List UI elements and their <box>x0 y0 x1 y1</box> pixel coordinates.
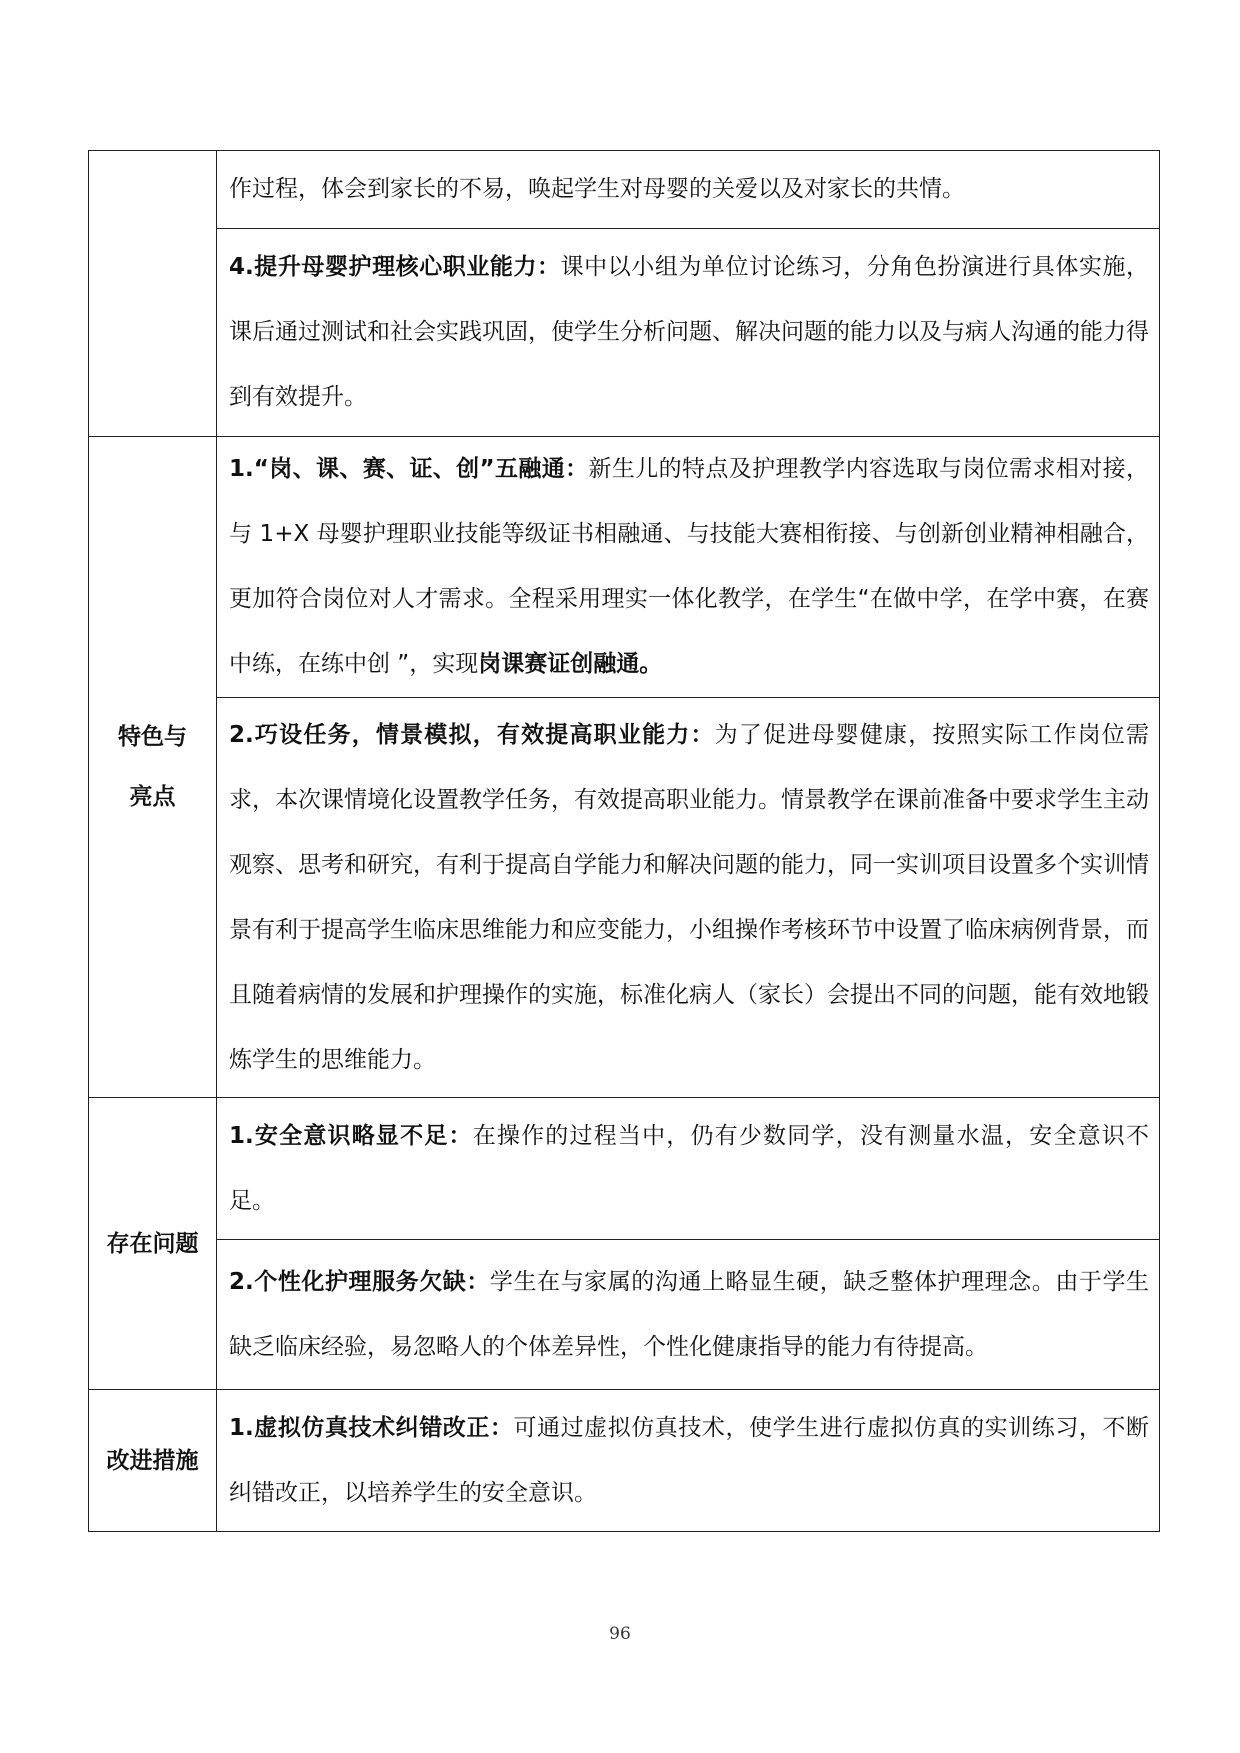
problem-2-row <box>89 1240 1160 1390</box>
feature-1-cell <box>217 437 1160 698</box>
feature-1-row <box>89 437 1160 698</box>
feature-2-row <box>89 698 1160 1098</box>
improvements-label: 改进措施 <box>106 1447 199 1474</box>
goal-4-heading: 4.提升母婴护理核心职业能力： <box>229 254 561 280</box>
continuation-row <box>89 151 1160 229</box>
problem-2-cell <box>217 1240 1160 1390</box>
feature-1-heading: 1.“岗、课、赛、证、创”五融通： <box>229 456 589 482</box>
features-label-cell <box>89 437 217 1098</box>
feature-1-tail: 岗课赛证创融通。 <box>478 651 663 677</box>
problems-label: 存在问题 <box>106 1230 199 1257</box>
improvements-label-cell <box>89 1390 217 1532</box>
problem-2-heading: 2.个性化护理服务欠缺： <box>229 1268 490 1295</box>
feature-2-heading: 2.巧设任务，情景模拟，有效提高职业能力： <box>229 721 715 748</box>
goal-4-cell <box>217 229 1160 437</box>
feature-2-paragraph <box>229 703 1149 1093</box>
features-label-line1: 特色与 <box>118 724 187 750</box>
problems-label-cell <box>89 1098 217 1390</box>
problem-2-paragraph <box>229 1250 1149 1380</box>
feature-1-body: 新生儿的特点及护理教学内容选取与岗位需求相对接，与 1+X 母婴护理职业技能等级证书相融通、与技能大赛相衔接、与创新创业精神相融合，更加符合岗位对人才需求。全程采用理实一体化教学，在学生“在做中学，在学中赛，在赛中练，在练中创 ”，实现 <box>229 456 1149 677</box>
evaluation-table <box>88 150 1160 1532</box>
features-label-line2: 亮点 <box>129 784 176 810</box>
goal-4-body: 课中以小组为单位讨论练习，分角色扮演进行具体实施，课后通过测试和社会实践巩固，使学生分析问题、解决问题的能力以及与病人沟通的能力得到有效提升。 <box>229 254 1149 410</box>
improvement-1-cell <box>217 1390 1160 1532</box>
problem-1-body: 在操作的过程当中，仍有少数同学，没有测量水温，安全意识不足。 <box>229 1122 1149 1214</box>
feature-2-body: 为了促进母婴健康，按照实际工作岗位需求，本次课情境化设置教学任务，有效提高职业能力。情景教学在课前准备中要求学生主动观察、思考和研究，有利于提高自学能力和解决问题的能力，同一实训项目设置多个实训情景有利于提高学生临床思维能力和应变能力，小组操作考核环节中设置了临床病例背景，而且随着病情的发展和护理操作的实施，标准化病人（家长）会提出不同的问题，能有效地锻炼学生的思维能力。 <box>229 721 1150 1073</box>
problem-1-paragraph <box>229 1104 1149 1234</box>
improvement-1-paragraph <box>229 1396 1149 1526</box>
improvement-1-row <box>89 1390 1160 1532</box>
goal-4-paragraph <box>229 235 1149 430</box>
improvement-1-heading: 1.虚拟仿真技术纠错改正： <box>229 1414 514 1441</box>
continuation-text: 作过程，体会到家长的不易，唤起学生对母婴的关爱以及对家长的共情。 <box>229 176 965 202</box>
problem-1-row <box>89 1098 1160 1240</box>
empty-label-cell <box>89 151 217 437</box>
goal-4-row <box>89 229 1160 437</box>
feature-2-cell <box>217 698 1160 1098</box>
problem-1-cell <box>217 1098 1160 1240</box>
continuation-cell <box>217 151 1160 229</box>
page-number: 96 <box>609 1624 631 1644</box>
problem-1-heading: 1.安全意识略显不足： <box>229 1122 473 1149</box>
feature-1-paragraph <box>229 437 1149 697</box>
improvement-1-body: 可通过虚拟仿真技术，使学生进行虚拟仿真的实训练习，不断纠错改正，以培养学生的安全意识。 <box>229 1414 1149 1506</box>
problem-2-body: 学生在与家属的沟通上略显生硬，缺乏整体护理理念。由于学生缺乏临床经验，易忽略人的个体差异性，个性化健康指导的能力有待提高。 <box>229 1268 1150 1360</box>
